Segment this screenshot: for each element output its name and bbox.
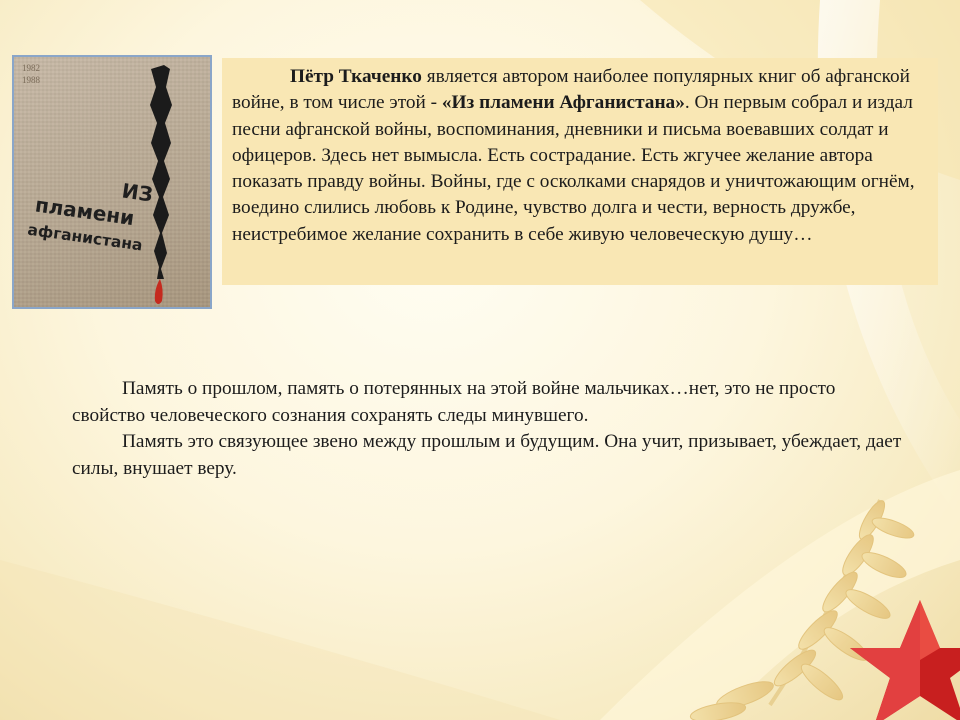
- author-info-text-2: . Он первым собрал и издал песни афганской войны, воспоминания, дневники и письма воевавших солдат и офицеров. Здесь нет вымысла. Есть сострадание. Есть жгучее желание автора показать правду войны. Войны, где с осколками снарядов и уничтожающим огнём, воедино слились любовь к Родине, чувство долга и чести, верность дружбе, неистребимое желание сохранить в себе живую человеческую душу…: [232, 92, 915, 245]
- book-cover-artwork: [14, 57, 210, 307]
- cover-title-line3: афганистана: [26, 220, 144, 255]
- memory-text: [72, 376, 912, 482]
- book-cover: [14, 57, 210, 307]
- book-title: «Из пламени Афганистана»: [441, 92, 685, 114]
- memory-paragraph-1: Память о прошлом, память о потерянных на этой войне мальчиках…нет, это не просто свойство человеческого сознания сохранять следы минувшего.: [72, 378, 836, 426]
- cover-title-line2: пламени: [33, 192, 136, 231]
- cover-scribble-1: 1982: [22, 63, 40, 73]
- cover-title-line1: ИЗ: [120, 178, 155, 207]
- author-info-text-1: является автором наиболее популярных книг об афганской войне, в том числе этой -: [232, 66, 910, 114]
- book-cover-image: [12, 55, 212, 309]
- author-name: Пётр Ткаченко: [290, 66, 422, 87]
- cover-scribble-2: 1988: [22, 75, 40, 85]
- red-star-icon: [850, 600, 960, 720]
- memory-paragraph-2: Память это связующее звено между прошлым и будущим. Она учит, призывает, убеждает, дает силы, внушает веру.: [72, 431, 902, 479]
- author-info-paragraph: [232, 64, 928, 248]
- author-info-box: [222, 58, 938, 285]
